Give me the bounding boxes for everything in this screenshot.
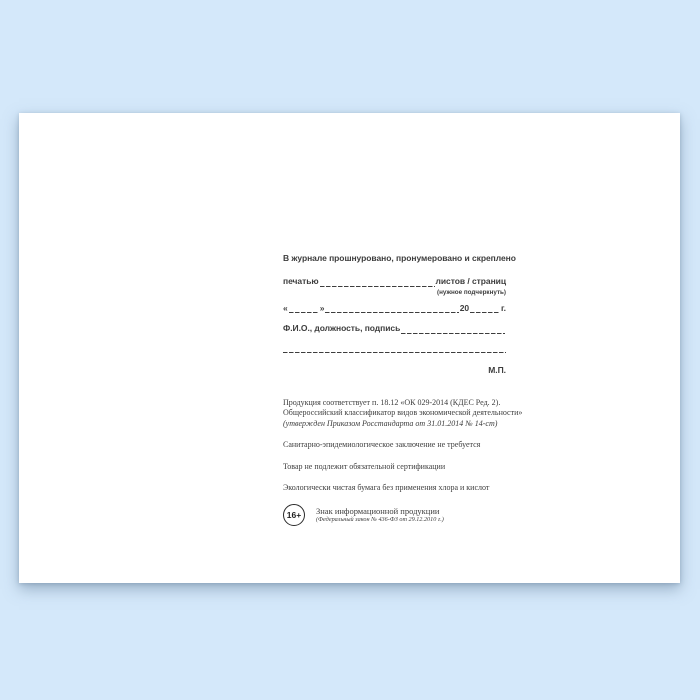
- certification-statement: Товар не подлежит обязательной сертификации: [283, 461, 446, 471]
- quote-close: »: [319, 303, 325, 314]
- signature-blank-line: [401, 331, 505, 334]
- age-mark-law-note: (Федеральный закон № 436-ФЗ от 29.12.2010 г.): [316, 515, 444, 523]
- quote-open: «: [283, 303, 288, 314]
- eco-statement: Экологически чистая бумага без применения хлора и кислот: [283, 483, 490, 493]
- compliance-line-1: Продукция соответствует п. 18.12 «ОК 029-2014 (КДЕС Ред. 2).: [283, 397, 501, 407]
- sanitary-statement: Санитарно-эпидемиологическое заключение не требуется: [283, 440, 481, 450]
- compliance-line-3: (утвержден Приказом Росстандарта от 31.01.2014 № 14-ст): [283, 418, 498, 428]
- stitching-statement-block: [283, 253, 516, 375]
- date-row: [283, 304, 506, 313]
- stitching-statement: В журнале прошнуровано, пронумеровано и скреплено: [283, 253, 516, 263]
- page-text-column: [283, 253, 523, 526]
- month-blank-line: [325, 310, 458, 313]
- compliance-line-2: Общероссийский классификатор видов экономической деятельности»: [283, 408, 523, 418]
- sheets-pages-label: листов / страниц: [435, 276, 506, 287]
- signature-row: [283, 324, 506, 333]
- compliance-block: [283, 397, 523, 526]
- year-blank-line: [470, 310, 500, 313]
- day-blank-line: [289, 310, 319, 313]
- seal-row: [283, 277, 506, 286]
- sheets-count-blank-line: [320, 284, 435, 287]
- age-mark-row: [283, 503, 506, 526]
- signature-continuation-line: [283, 350, 506, 353]
- seal-place-abbr: М.П.: [488, 364, 506, 375]
- year-suffix: г.: [501, 303, 506, 314]
- journal-back-page: [19, 113, 680, 583]
- age-mark-title: Знак информационной продукции: [316, 505, 440, 516]
- age-rating-badge: 16+: [283, 504, 305, 526]
- age-mark-text: [316, 503, 444, 524]
- signature-label: Ф.И.О., должность, подпись: [283, 323, 401, 334]
- underline-note: (нужное подчеркнуть): [437, 288, 506, 296]
- seal-label: печатью: [283, 276, 319, 287]
- century-prefix: 20: [459, 303, 470, 314]
